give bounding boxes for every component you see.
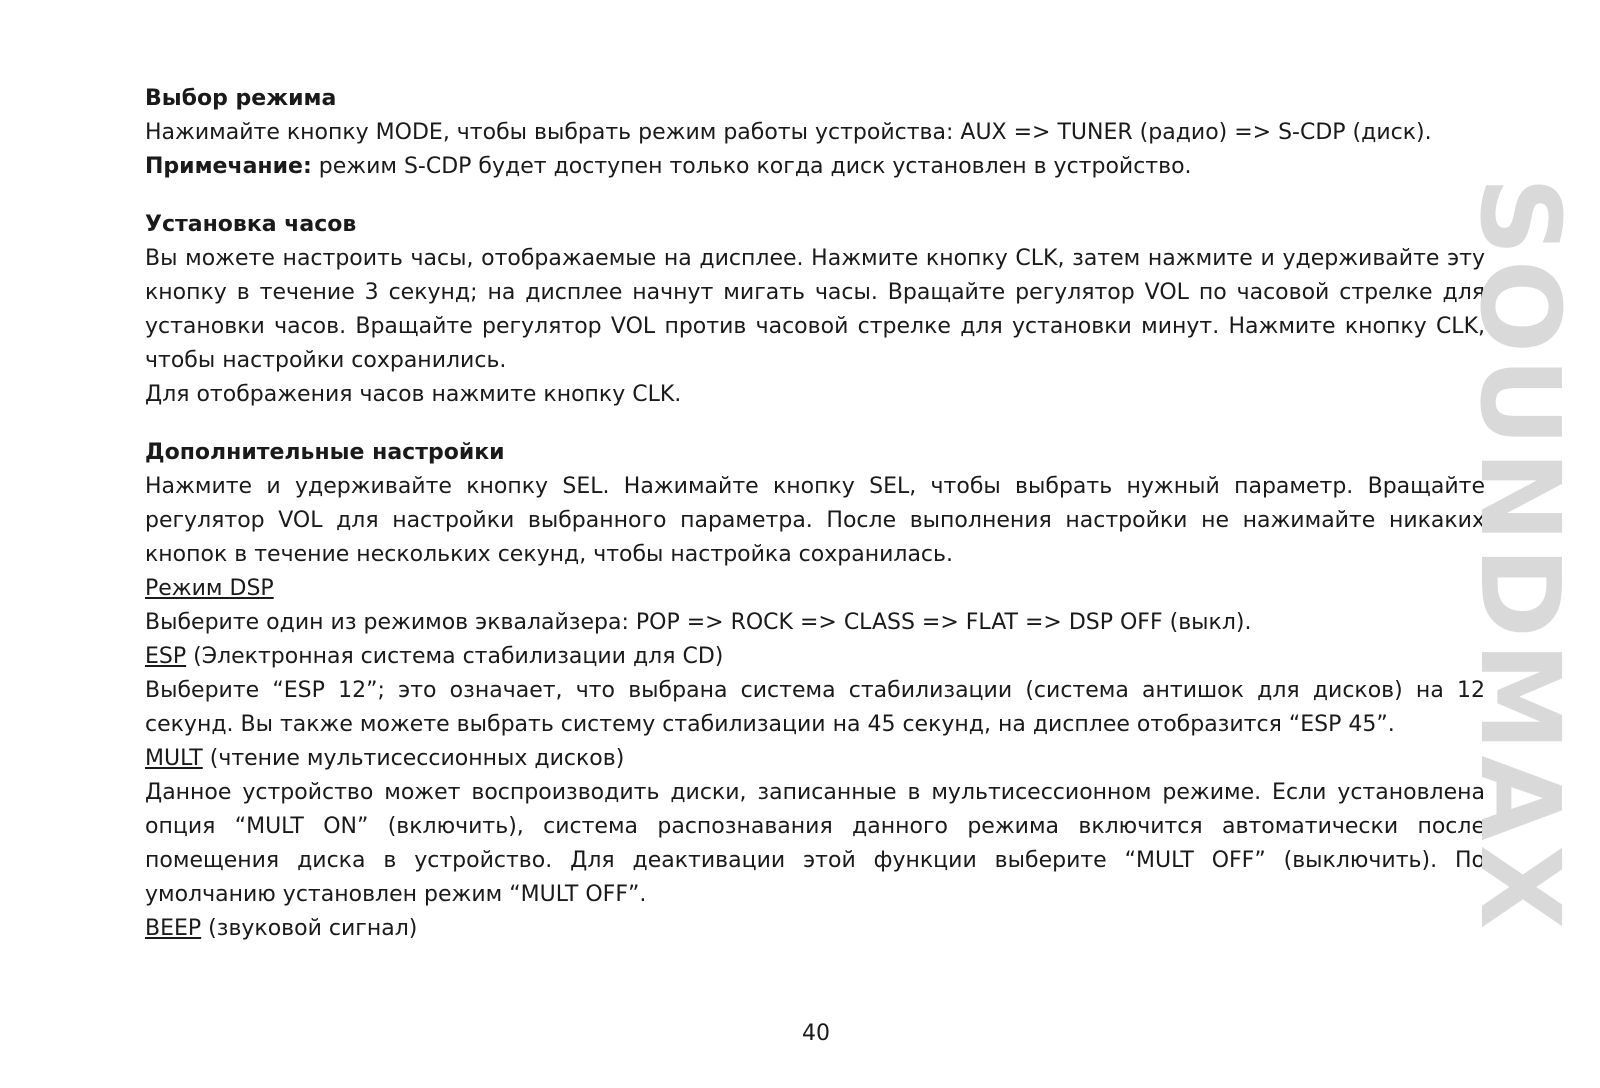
extra-settings-intro: Нажмите и удерживайте кнопку SEL. Нажимайте кнопку SEL, чтобы выбрать нужный параметр. Вращайте регулятор VOL для настройки выбранного параметра. После выполнения настройки не нажимайте никаких кнопок в течение нескольких секунд, чтобы настройка сохранилась. — [145, 474, 1485, 567]
item-name-dsp: Режим DSP — [145, 576, 274, 601]
clock-display-paragraph: Для отображения часов нажмите кнопку CLK. — [145, 382, 682, 407]
page-number: 40 — [802, 1021, 830, 1046]
item-suffix-esp: (Электронная система стабилизации для CD) — [186, 644, 724, 669]
mode-paragraph: Нажимайте кнопку MODE, чтобы выбрать режим работы устройства: AUX => TUNER (радио) => S-CDP (диск). — [145, 120, 1432, 145]
section-title-clock: Установка часов — [145, 212, 357, 237]
item-name-esp: ESP — [145, 644, 187, 669]
document-body — [145, 82, 1485, 946]
item-suffix-beep: (звуковой сигнал) — [201, 916, 418, 941]
item-name-beep: BEEP — [145, 916, 202, 941]
item-title-esp — [145, 640, 1485, 674]
item-text-esp: Выберите “ESP 12”; это означает, что выбрана система стабилизации (система антишок для дисков) на 12 секунд. Вы также можете выбрать систему стабилизации на 45 секунд, на дисплее отобразится “ESP 45”. — [145, 678, 1485, 737]
clock-paragraph: Вы можете настроить часы, отображаемые на дисплее. Нажмите кнопку CLK, затем нажмите и удерживайте эту кнопку в течение 3 секунд; на дисплее начнут мигать часы. Вращайте регулятор VOL по часовой стрелке для установки часов. Вращайте регулятор VOL против часовой стрелке для установки минут. Нажмите кнопку CLK, чтобы настройки сохранились. — [145, 246, 1485, 373]
note-label: Примечание: — [145, 154, 312, 179]
mode-note — [145, 150, 1485, 184]
item-name-mult: MULT — [145, 746, 203, 771]
note-text: режим S-CDP будет доступен только когда диск установлен в устройство. — [311, 154, 1192, 179]
item-suffix-mult: (чтение мультисессионных дисков) — [202, 746, 625, 771]
section-title-mode: Выбор режима — [145, 86, 337, 111]
item-title-dsp — [145, 572, 1485, 606]
item-text-dsp: Выберите один из режимов эквалайзера: POP => ROCK => CLASS => FLAT => DSP OFF (выкл). — [145, 610, 1252, 635]
item-title-beep — [145, 912, 1485, 946]
item-text-mult: Данное устройство может воспроизводить диски, записанные в мультисессионном режиме. Если установлена опция “MULT ON” (включить), система распознавания данного режима включится автоматически после помещения диска в устройство. Для деактивации этой функции выберите “MULT OFF” (выключить). По умолчанию установлен режим “MULT OFF”. — [145, 780, 1485, 907]
item-title-mult — [145, 742, 1485, 776]
brand-logo: SOUNDMAX — [1456, 176, 1584, 934]
section-title-extra-settings: Дополнительные настройки — [145, 440, 505, 465]
